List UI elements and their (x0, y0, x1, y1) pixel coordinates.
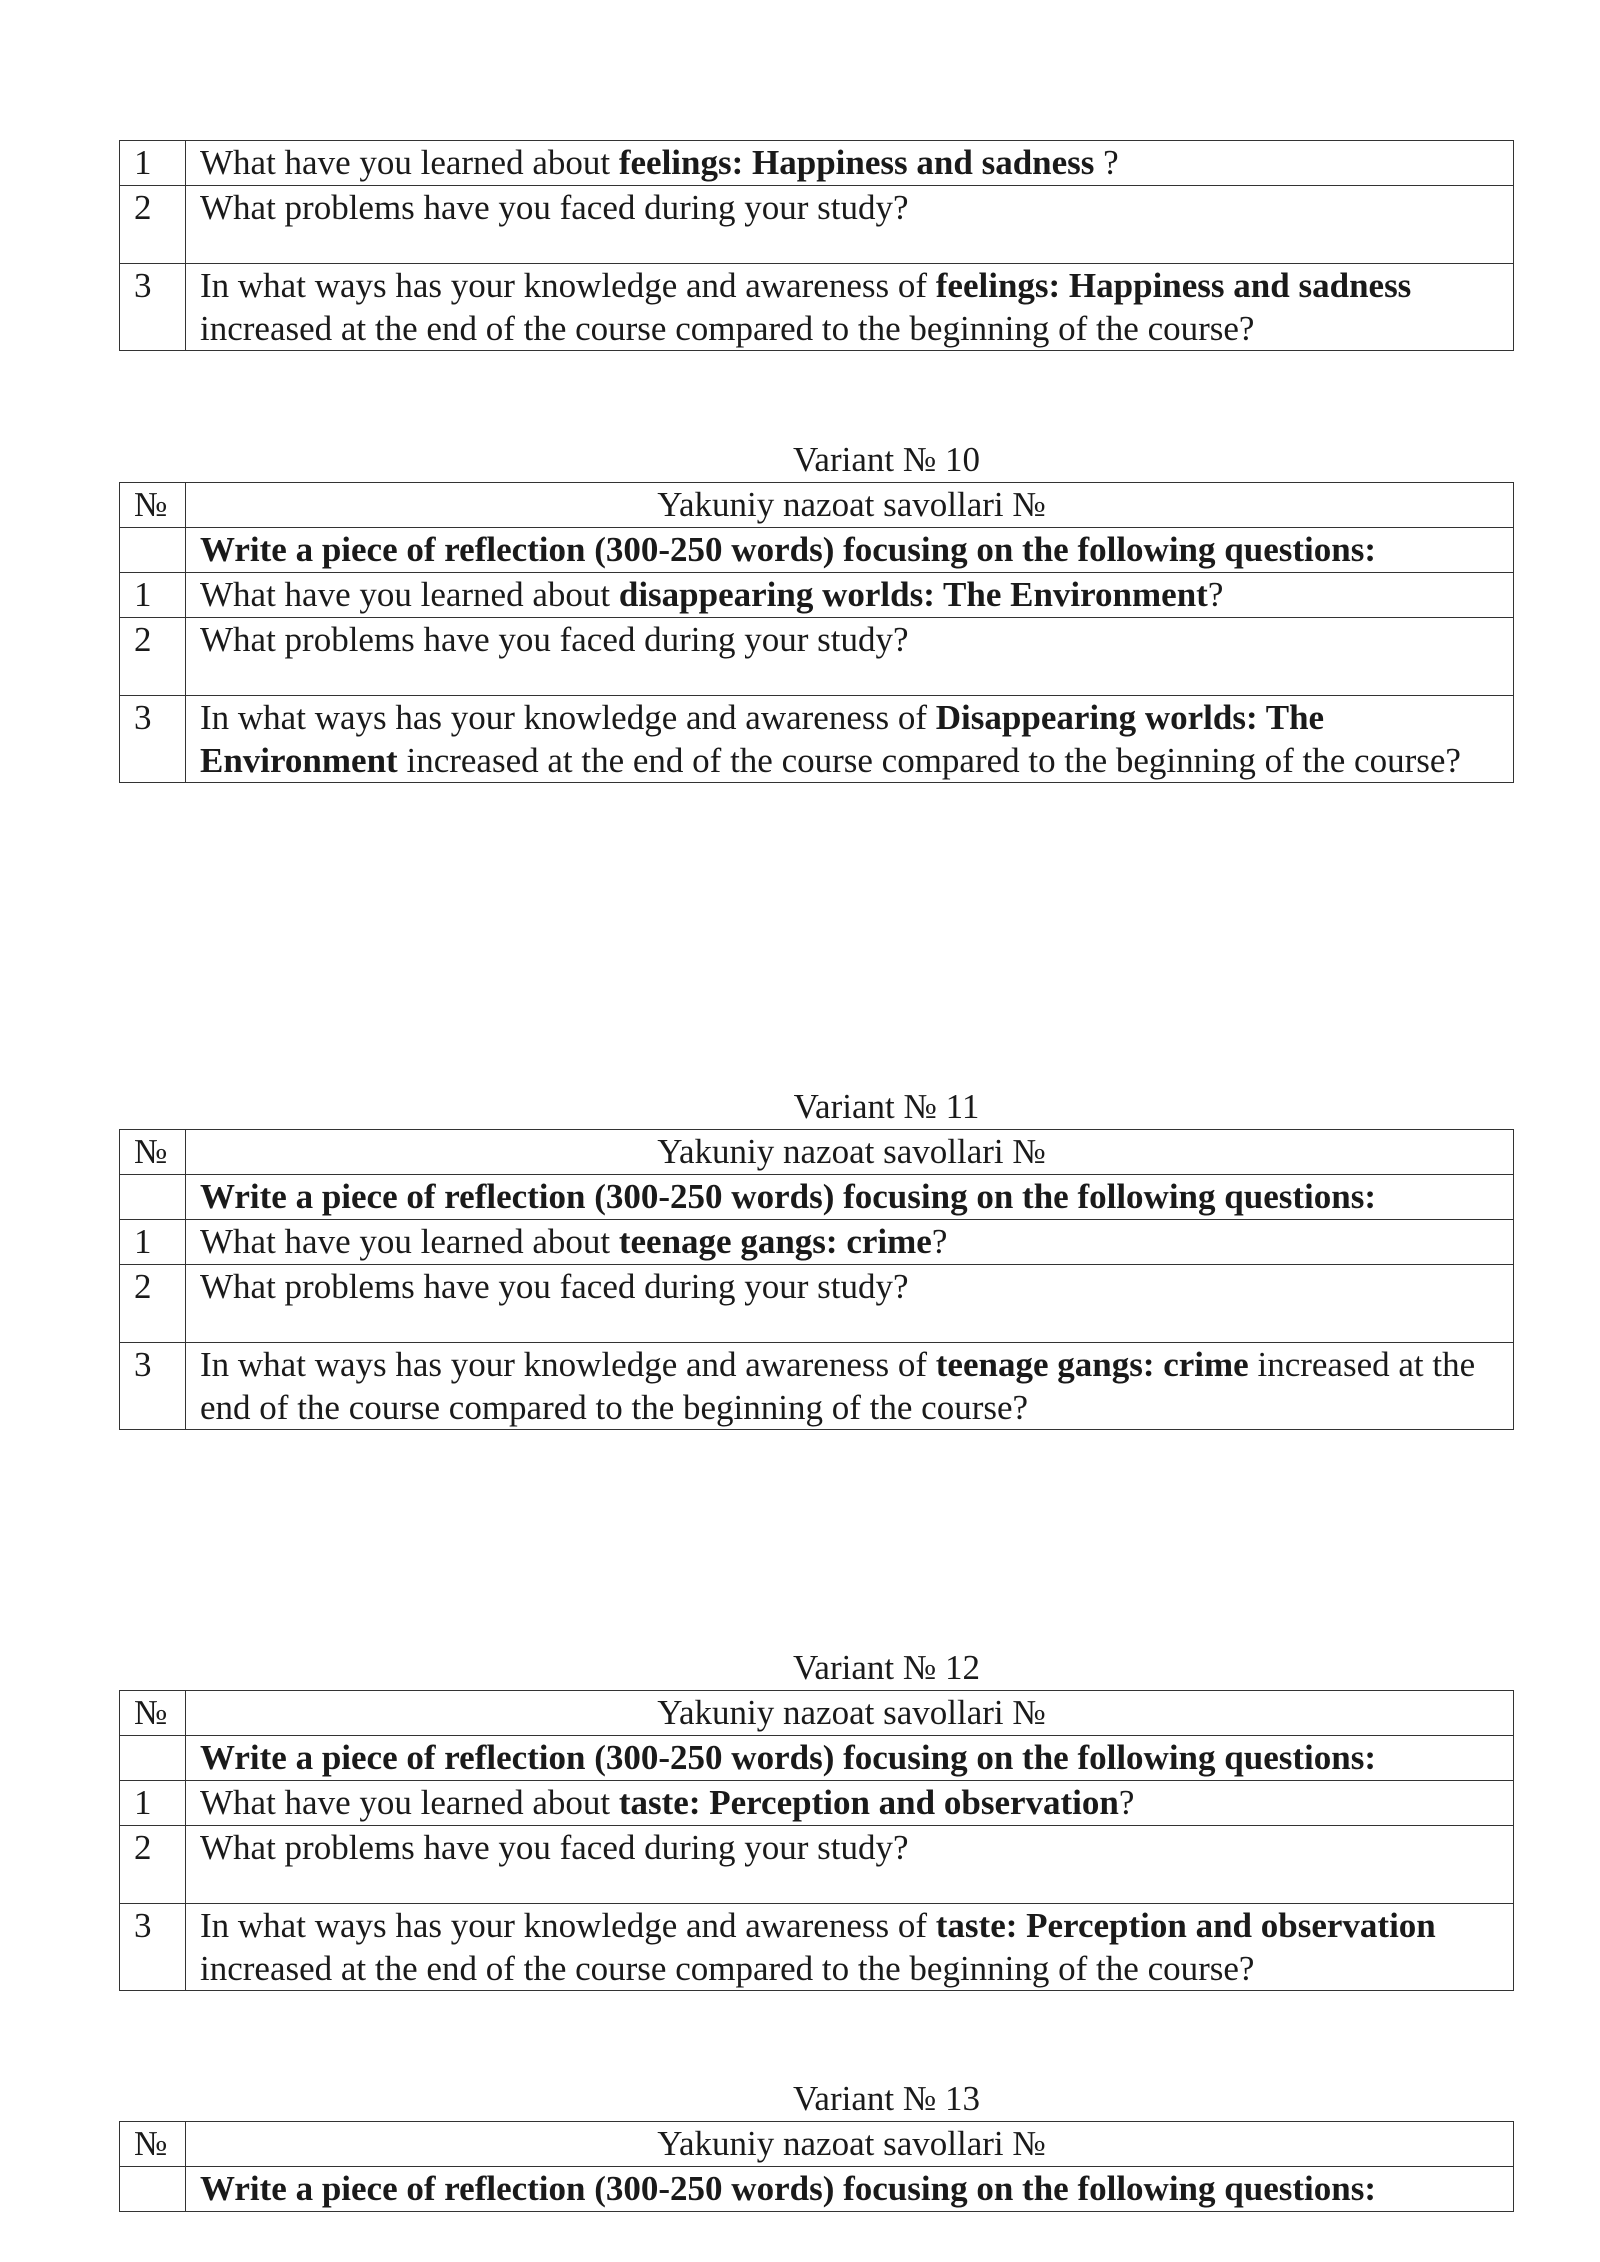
question-table (119, 1129, 1514, 1430)
question-cell: In what ways has your knowledge and awareness of Disappearing worlds: The Environment increased at the end of the course compared to the beginning of the course? (186, 696, 1514, 783)
question-cell: In what ways has your knowledge and awareness of taste: Perception and observation increased at the end of the course compared to the beginning of the course? (186, 1904, 1514, 1991)
question-cell: What have you learned about disappearing worlds: The Environment? (186, 573, 1514, 618)
row-number: 3 (120, 696, 186, 783)
variant-11-block (119, 1085, 1514, 1430)
table-row (120, 618, 1514, 696)
question-cell: What have you learned about teenage gangs: crime? (186, 1220, 1514, 1265)
table-header-row (120, 1691, 1514, 1736)
question-table (119, 1690, 1514, 1991)
row-number: 2 (120, 1265, 186, 1343)
table-row (120, 1343, 1514, 1430)
empty-cell (120, 528, 186, 573)
empty-cell (120, 1736, 186, 1781)
table-row (120, 141, 1514, 186)
top-question-table-block (119, 140, 1514, 351)
question-table (119, 140, 1514, 351)
question-cell: What problems have you faced during your study? (186, 1265, 1514, 1343)
instruction-row (120, 2167, 1514, 2212)
table-row (120, 1265, 1514, 1343)
table-row (120, 1220, 1514, 1265)
instruction-cell: Write a piece of reflection (300-250 words) focusing on the following questions: (186, 2167, 1514, 2212)
variant-title: Variant № 11 (793, 1087, 980, 1126)
variant-title: Variant № 12 (793, 1648, 980, 1687)
question-cell: In what ways has your knowledge and awareness of feelings: Happiness and sadness increased at the end of the course compared to the beginning of the course? (186, 264, 1514, 351)
row-number: 1 (120, 141, 186, 186)
row-number: 1 (120, 1220, 186, 1265)
question-cell: What problems have you faced during your study? (186, 1826, 1514, 1904)
question-table (119, 482, 1514, 783)
question-cell: What problems have you faced during your study? (186, 618, 1514, 696)
row-number: 2 (120, 1826, 186, 1904)
row-number: 2 (120, 186, 186, 264)
column-header: Yakuniy nazoat savollari № (186, 483, 1514, 528)
instruction-cell: Write a piece of reflection (300-250 words) focusing on the following questions: (186, 1736, 1514, 1781)
column-header: Yakuniy nazoat savollari № (186, 2122, 1514, 2167)
number-header: № (120, 483, 186, 528)
question-cell: What have you learned about feelings: Happiness and sadness ? (186, 141, 1514, 186)
variant-10-block (119, 438, 1514, 783)
table-row (120, 264, 1514, 351)
table-row (120, 1904, 1514, 1991)
number-header: № (120, 1130, 186, 1175)
table-header-row (120, 2122, 1514, 2167)
column-header: Yakuniy nazoat savollari № (186, 1130, 1514, 1175)
instruction-row (120, 528, 1514, 573)
table-row (120, 573, 1514, 618)
table-row (120, 1826, 1514, 1904)
table-header-row (120, 483, 1514, 528)
number-header: № (120, 2122, 186, 2167)
variant-title: Variant № 13 (793, 2079, 980, 2118)
question-cell: In what ways has your knowledge and awareness of teenage gangs: crime increased at the end of the course compared to the beginning of the course? (186, 1343, 1514, 1430)
table-row (120, 1781, 1514, 1826)
row-number: 3 (120, 264, 186, 351)
question-table (119, 2121, 1514, 2212)
question-cell: What have you learned about taste: Perception and observation? (186, 1781, 1514, 1826)
instruction-row (120, 1175, 1514, 1220)
row-number: 3 (120, 1343, 186, 1430)
number-header: № (120, 1691, 186, 1736)
table-row (120, 186, 1514, 264)
row-number: 3 (120, 1904, 186, 1991)
variant-12-block (119, 1646, 1514, 1991)
row-number: 2 (120, 618, 186, 696)
empty-cell (120, 1175, 186, 1220)
row-number: 1 (120, 1781, 186, 1826)
empty-cell (120, 2167, 186, 2212)
row-number: 1 (120, 573, 186, 618)
table-header-row (120, 1130, 1514, 1175)
variant-13-block (119, 2077, 1514, 2212)
table-row (120, 696, 1514, 783)
variant-title: Variant № 10 (793, 440, 980, 479)
question-cell: What problems have you faced during your study? (186, 186, 1514, 264)
instruction-cell: Write a piece of reflection (300-250 words) focusing on the following questions: (186, 528, 1514, 573)
instruction-cell: Write a piece of reflection (300-250 words) focusing on the following questions: (186, 1175, 1514, 1220)
column-header: Yakuniy nazoat savollari № (186, 1691, 1514, 1736)
instruction-row (120, 1736, 1514, 1781)
